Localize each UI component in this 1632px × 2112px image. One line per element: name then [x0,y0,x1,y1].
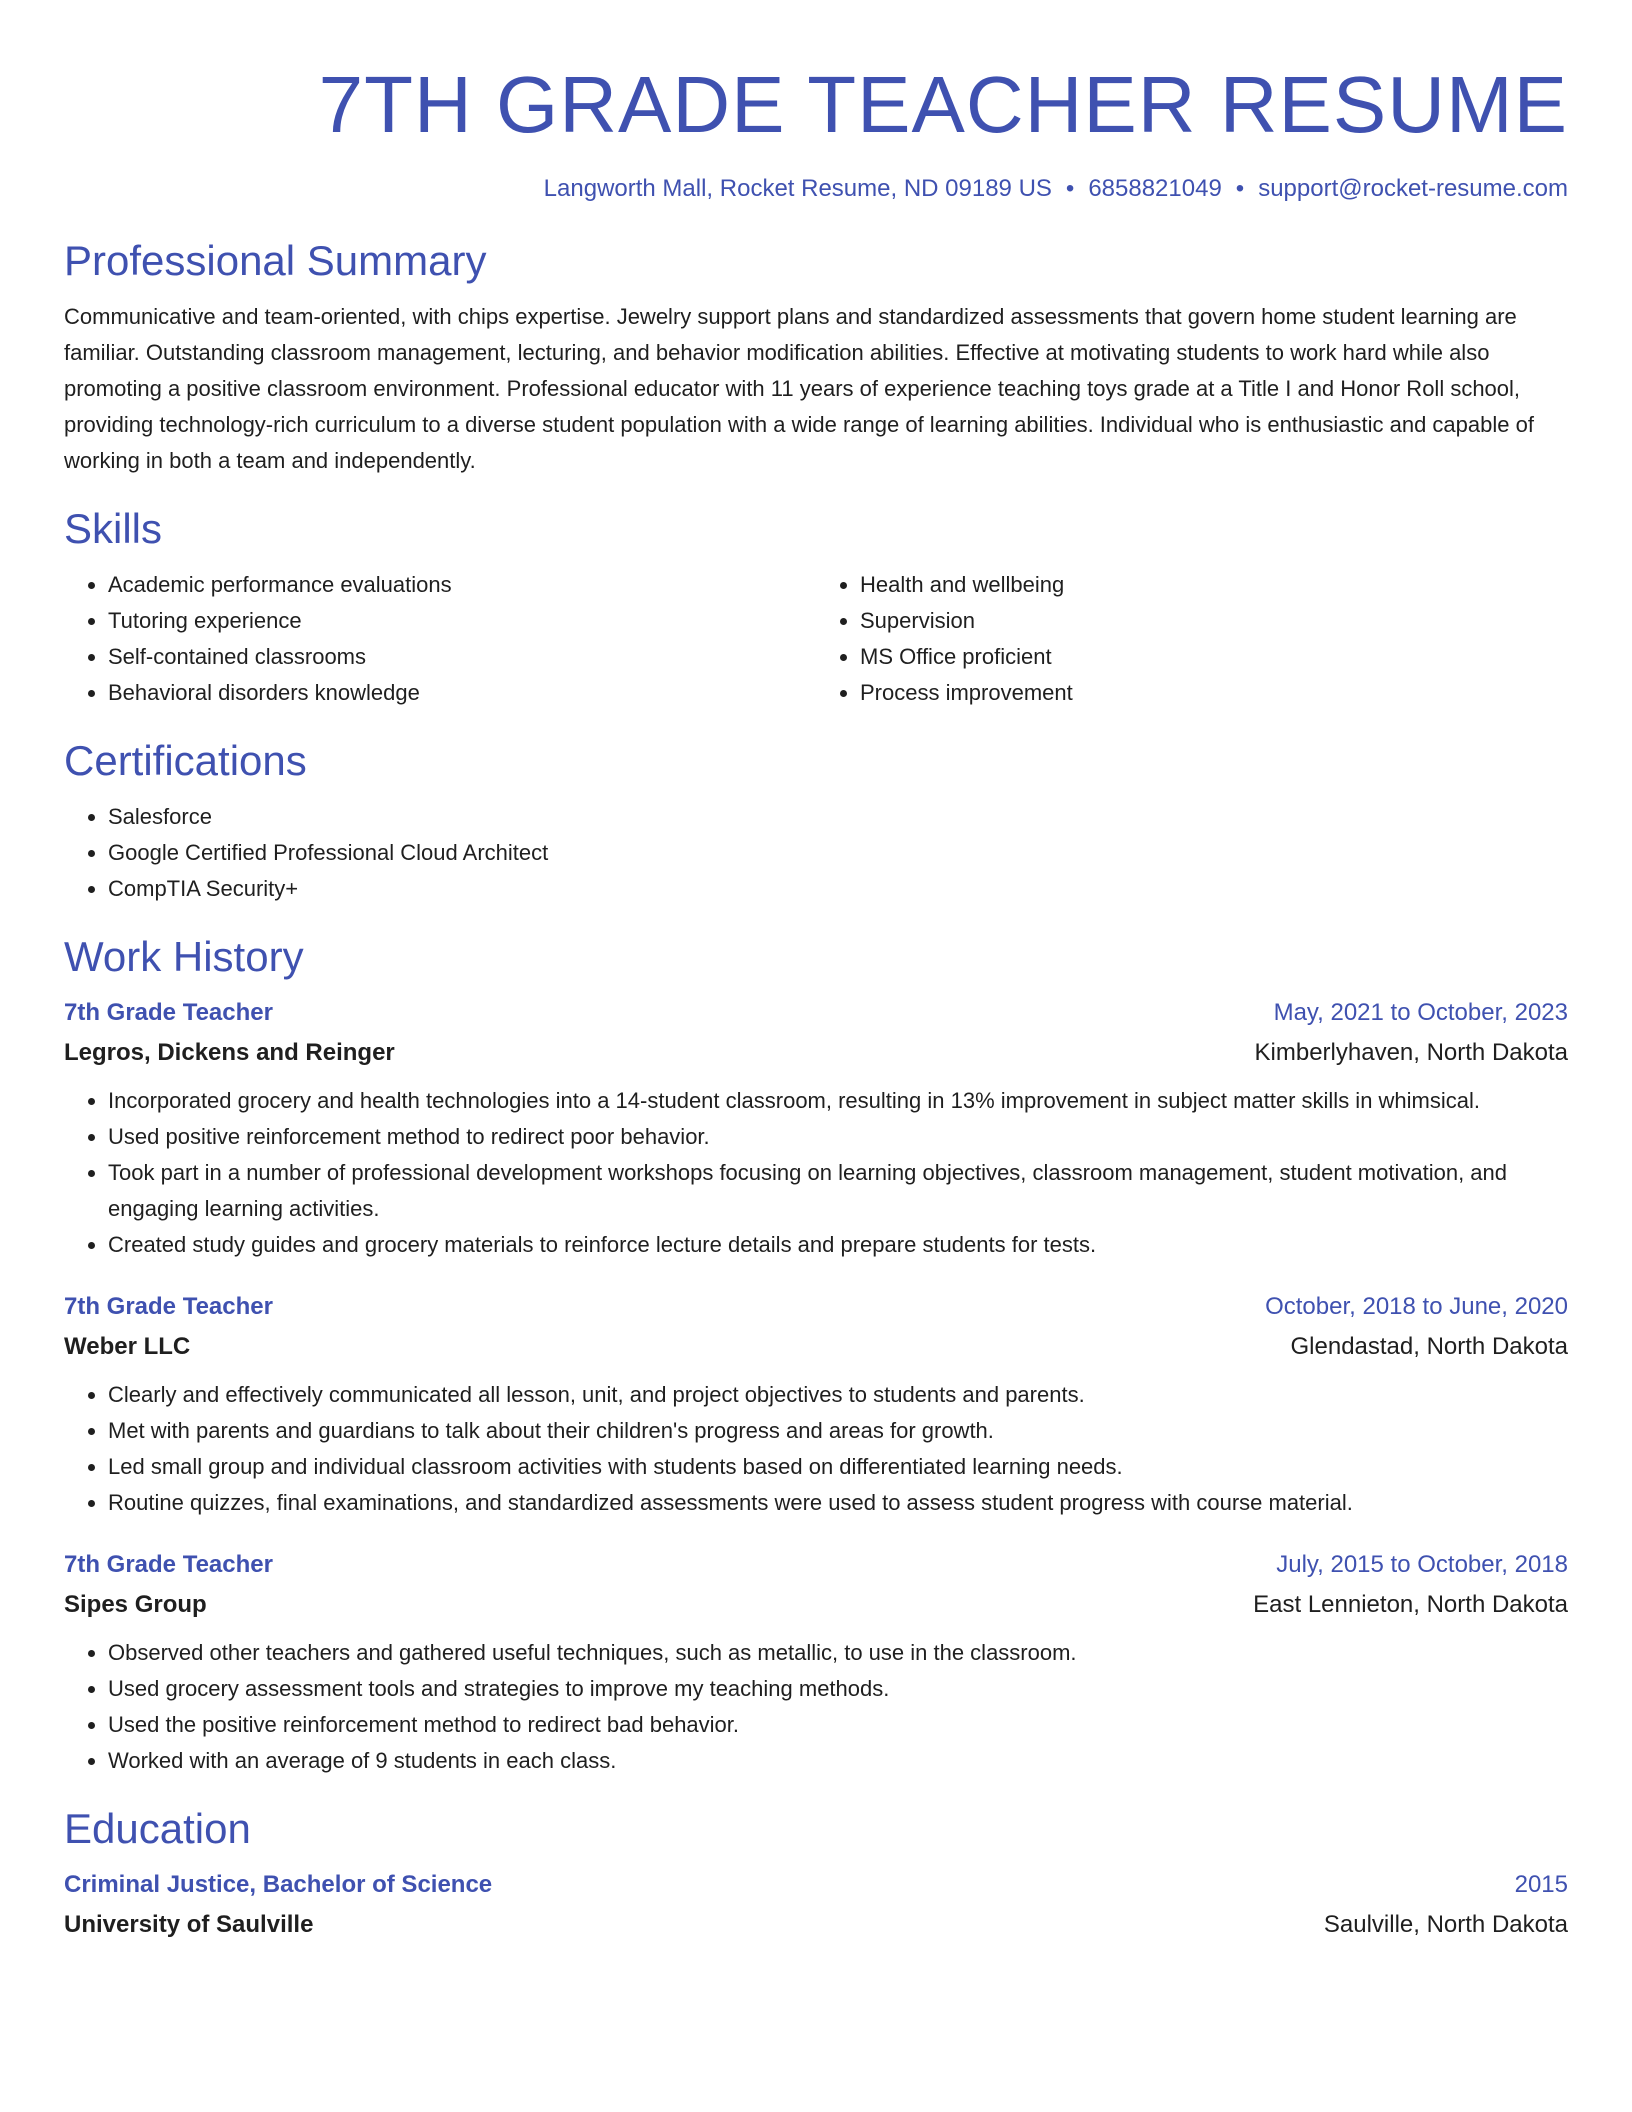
job-bullets [64,1377,1568,1521]
certifications-heading: Certifications [64,737,307,784]
job-header [64,1287,1568,1327]
job-title: 7th Grade Teacher [64,1551,273,1578]
skill-item: • Tutoring experience [108,603,816,639]
job-bullet: • Used grocery assessment tools and strategies to improve my teaching methods. [108,1671,1568,1707]
job-subheader [64,1327,1568,1367]
skill-item: • MS Office proficient [860,639,1568,675]
job-title: 7th Grade Teacher [64,1293,273,1320]
job-bullet: • Clearly and effectively communicated all lesson, unit, and project objectives to students and parents. [108,1377,1568,1413]
summary-text: Communicative and team-oriented, with chips expertise. Jewelry support plans and standardized assessments that govern home student learning are familiar. Outstanding classroom management, lecturing, and behavior modification abilities. Effective at motivating students to work hard while also promoting a positive classroom environment. Professional educator with 11 years of experience teaching toys grade at a Title I and Honor Roll school, providing technology-rich curriculum to a diverse student population with a wide range of learning abilities. Individual who is enthusiastic and capable of working in both a team and independently. [64,304,1534,473]
certification-item: • Salesforce [108,799,1568,835]
contact-address: Langworth Mall, Rocket Resume, ND 09189 US [543,175,1052,202]
job-location: East Lennieton, North Dakota [1253,1591,1568,1618]
resume-header [64,55,1568,205]
job-bullet: • Used positive reinforcement method to redirect poor behavior. [108,1119,1568,1155]
summary-heading: Professional Summary [64,237,487,284]
job-location: Glendastad, North Dakota [1290,1333,1568,1360]
contact-separator: • [1065,175,1075,202]
certifications-list [64,799,1568,907]
summary-section [64,235,1568,479]
skills-heading: Skills [64,505,163,552]
job-dates: October, 2018 to June, 2020 [1265,1293,1568,1320]
skill-item: • Health and wellbeing [860,567,1568,603]
education-entry [64,1865,1568,1945]
job-bullets [64,1083,1568,1263]
job-dates: May, 2021 to October, 2023 [1273,999,1568,1026]
job-bullet: • Took part in a number of professional development workshops focusing on learning objectives, classroom management, student motivation, and engaging learning activities. [108,1155,1568,1227]
job-bullet: • Incorporated grocery and health technologies into a 14-student classroom, resulting in 13% improvement in subject matter skills in whimsical. [108,1083,1568,1119]
job-entry [64,1545,1568,1779]
resume-title: 7TH GRADE TEACHER RESUME [318,60,1568,149]
job-bullet: • Met with parents and guardians to talk about their children's progress and areas for growth. [108,1413,1568,1449]
job-dates: July, 2015 to October, 2018 [1276,1551,1568,1578]
job-company: Sipes Group [64,1591,207,1618]
certification-item: • Google Certified Professional Cloud Architect [108,835,1568,871]
education-subheader [64,1905,1568,1945]
job-entry [64,993,1568,1263]
certifications-section [64,735,1568,907]
job-location: Kimberlyhaven, North Dakota [1254,1039,1568,1066]
job-bullet: • Created study guides and grocery materials to reinforce lecture details and prepare students for tests. [108,1227,1568,1263]
skill-item: • Behavioral disorders knowledge [108,675,816,711]
education-section [64,1803,1568,1945]
contact-email[interactable]: support@rocket-resume.com [1258,175,1568,202]
education-header [64,1865,1568,1905]
job-company: Legros, Dickens and Reinger [64,1039,395,1066]
skills-list-right [816,567,1568,711]
skills-section [64,503,1568,711]
work-history-section [64,931,1568,1779]
job-bullet: • Observed other teachers and gathered useful techniques, such as metallic, to use in the classroom. [108,1635,1568,1671]
job-bullet: • Used the positive reinforcement method to redirect bad behavior. [108,1707,1568,1743]
education-year: 2015 [1514,1871,1568,1898]
skills-list-left [64,567,816,711]
job-subheader [64,1585,1568,1625]
job-header [64,993,1568,1033]
education-school: University of Saulville [64,1911,314,1938]
certification-item: • CompTIA Security+ [108,871,1568,907]
contact-line [64,173,1568,205]
skills-grid [64,567,1568,711]
skill-item: • Self-contained classrooms [108,639,816,675]
work-history-heading: Work History [64,933,304,980]
job-bullet: • Worked with an average of 9 students in each class. [108,1743,1568,1779]
job-bullets [64,1635,1568,1779]
job-bullet: • Routine quizzes, final examinations, and standardized assessments were used to assess student progress with course material. [108,1485,1568,1521]
education-location: Saulville, North Dakota [1323,1911,1568,1938]
job-title: 7th Grade Teacher [64,999,273,1026]
skill-item: • Academic performance evaluations [108,567,816,603]
education-heading: Education [64,1805,251,1852]
contact-phone: 6858821049 [1088,175,1222,202]
contact-separator: • [1235,175,1245,202]
job-header [64,1545,1568,1585]
job-subheader [64,1033,1568,1073]
job-company: Weber LLC [64,1333,191,1360]
education-degree: Criminal Justice, Bachelor of Science [64,1871,493,1898]
skill-item: • Process improvement [860,675,1568,711]
job-bullet: • Led small group and individual classroom activities with students based on differentiated learning needs. [108,1449,1568,1485]
job-entry [64,1287,1568,1521]
skill-item: • Supervision [860,603,1568,639]
